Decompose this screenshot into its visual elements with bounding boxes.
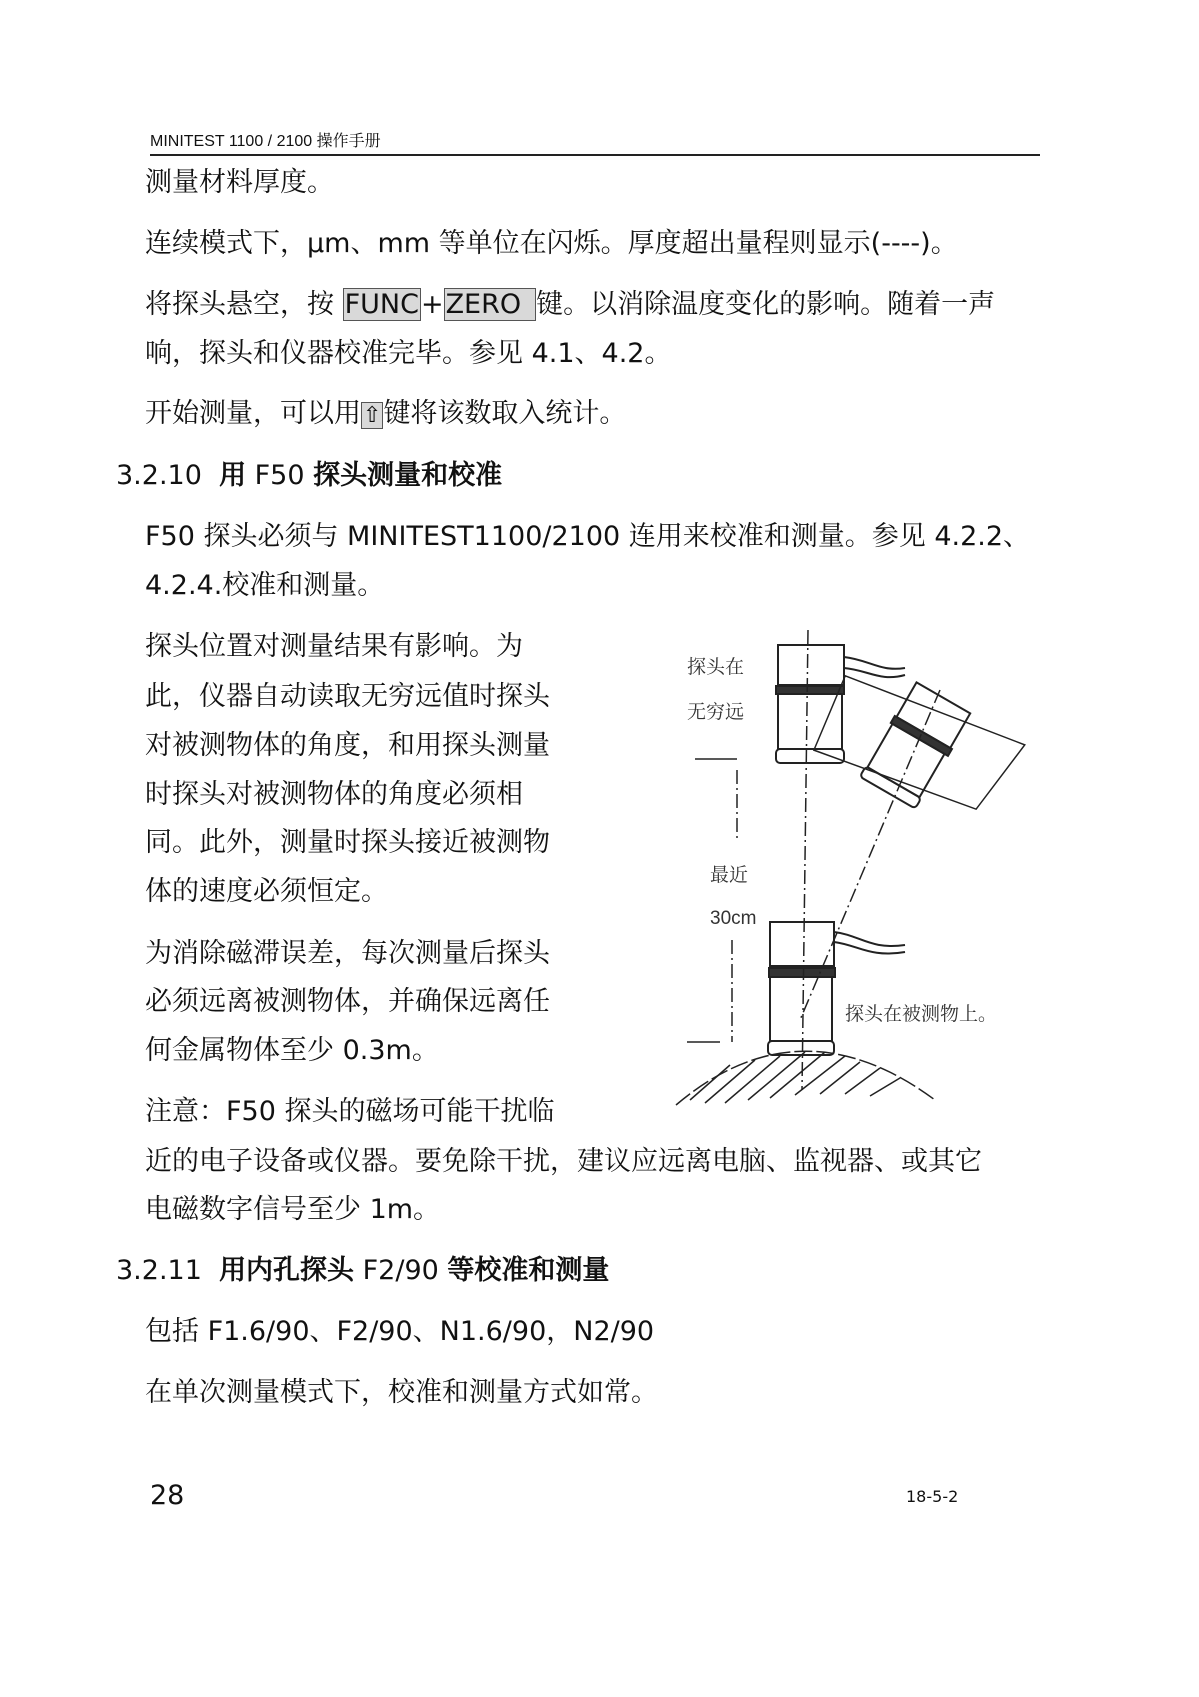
paragraph-line: 何金属物体至少 0.3m。 <box>145 1035 439 1066</box>
dimension-marks <box>687 759 737 1042</box>
text: + <box>420 289 444 320</box>
paragraph-line: 同。此外，测量时探头接近被测物 <box>145 827 550 858</box>
paragraph-line: 探头位置对测量结果有影响。为 <box>145 631 523 662</box>
section-number: 3.2.11 <box>116 1255 202 1286</box>
paragraph-line: 4.2.4.校准和测量。 <box>145 570 385 601</box>
paragraph-line: 注意：F50 探头的磁场可能干扰临 <box>145 1096 555 1127</box>
heading-text: F2/90 <box>354 1255 448 1286</box>
section-number: 3.2.10 <box>116 460 202 491</box>
tilted-probe-drawing <box>805 650 1025 840</box>
paragraph-line: 时探头对被测物体的角度必须相 <box>145 779 523 810</box>
footer-date: 18-5-2 <box>906 1487 959 1506</box>
heading-text: 用 <box>219 460 247 491</box>
paragraph-line: 体的速度必须恒定。 <box>145 876 388 907</box>
figure-label-far-2: 无穷远 <box>687 701 745 723</box>
paragraph-line: 对被测物体的角度，和用探头测量 <box>145 730 550 761</box>
figure-label-distance: 30cm <box>710 908 757 929</box>
paragraph: 包括 F1.6/90、F2/90、N1.6/90，N2/90 <box>145 1316 655 1347</box>
figure-label-near: 最近 <box>710 864 749 886</box>
probe-on-object-drawing <box>768 922 905 1055</box>
test-object-hatching <box>690 1052 900 1103</box>
shift-key-icon: ⇧ <box>363 403 382 428</box>
text: 开始测量，可以用 <box>145 398 361 429</box>
page-number: 28 <box>150 1480 185 1511</box>
paragraph-line: 响，探头和仪器校准完毕。参见 4.1、4.2。 <box>145 338 672 369</box>
paragraph-line: 此，仪器自动读取无穷远值时探头 <box>145 681 550 712</box>
paragraph: 连续模式下，μm、mm 等单位在闪烁。厚度超出量程则显示(----)。 <box>145 228 958 259</box>
key-func: FUNC <box>344 289 419 320</box>
paragraph-line: 电磁数字信号至少 1m。 <box>145 1194 441 1225</box>
figure-label-far-1: 探头在 <box>687 656 745 678</box>
paragraph-line: 必须远离被测物体，并确保远离任 <box>145 986 550 1017</box>
paragraph: 在单次测量模式下，校准和测量方式如常。 <box>145 1377 658 1408</box>
paragraph: 测量材料厚度。 <box>145 167 334 198</box>
text: 将探头悬空，按 <box>145 289 343 320</box>
heading-text: 探头测量和校准 <box>313 460 503 491</box>
paragraph-line: 为消除磁滞误差，每次测量后探头 <box>145 938 550 969</box>
paragraph-line: 近的电子设备或仪器。要免除干扰，建议应远离电脑、监视器、或其它 <box>145 1146 982 1177</box>
text: 键。以消除温度变化的影响。随着一声 <box>536 289 996 320</box>
heading-text: 等校准和测量 <box>447 1255 610 1286</box>
paragraph-line: F50 探头必须与 MINITEST1100/2100 连用来校准和测量。参见 4.2.2、 <box>145 521 1031 552</box>
figure-label-on-object: 探头在被测物上。 <box>845 1003 998 1025</box>
heading-text: F50 <box>246 460 314 491</box>
running-header: MINITEST 1100 / 2100 操作手册 <box>150 133 381 150</box>
text: 键将该数取入统计。 <box>383 398 627 429</box>
key-zero: ZERO <box>444 288 537 321</box>
probe-at-infinity-drawing <box>776 645 905 763</box>
heading-text: 用内孔探头 <box>219 1255 355 1286</box>
